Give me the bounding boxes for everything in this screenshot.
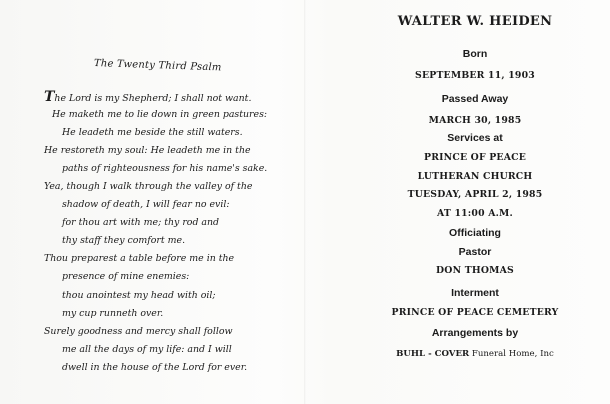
psalm-line-text: He maketh me to lie down in green pastures: — [52, 109, 268, 121]
psalm-line — [44, 142, 284, 160]
pastor-name: DON THOMAS — [436, 265, 514, 276]
psalm-line — [44, 196, 284, 214]
psalm-line — [44, 214, 284, 232]
deceased-name: WALTER W. HEIDEN — [397, 14, 553, 29]
psalm-line-text: He restoreth my soul: He leadeth me in the — [44, 145, 251, 157]
passed-away-label: Passed Away — [441, 93, 509, 105]
psalm-line-text: He leadeth me beside the still waters. — [62, 127, 243, 139]
psalm-line-text: he Lord is my Shepherd; I shall not want. — [54, 93, 252, 104]
psalm-text — [44, 88, 284, 377]
church-name-line1: PRINCE OF PEACE — [424, 152, 526, 163]
psalm-line-text: thy staff they comfort me. — [62, 235, 186, 247]
psalm-line — [44, 305, 284, 323]
born-label: Born — [462, 48, 488, 60]
psalm-line — [44, 287, 284, 305]
psalm-line — [44, 268, 284, 286]
funeral-home-name: BUHL - COVER — [396, 349, 470, 359]
psalm-line-text: Surely goodness and mercy shall follow — [44, 325, 233, 337]
psalm-line — [44, 124, 284, 142]
passed-away-date: MARCH 30, 1985 — [428, 115, 522, 126]
services-label: Services at — [447, 132, 503, 144]
psalm-line-text: paths of righteousness for his name's sake. — [62, 163, 268, 175]
psalm-line — [44, 250, 284, 268]
psalm-line — [44, 323, 284, 341]
psalm-line — [44, 341, 284, 359]
psalm-line — [44, 359, 284, 377]
officiating-label: Officiating — [449, 227, 501, 239]
interment-label: Interment — [451, 287, 499, 299]
psalm-line-text: shadow of death, I will fear no evil: — [62, 199, 230, 211]
psalm-line-text: my cup runneth over. — [62, 307, 164, 319]
psalm-line — [44, 178, 284, 196]
psalm-line-text: thou anointest my head with oil; — [62, 289, 216, 301]
psalm-line-text: for thou art with me; thy rod and — [62, 217, 220, 229]
born-date: SEPTEMBER 11, 1903 — [415, 70, 535, 81]
service-time: AT 11:00 A.M. — [437, 208, 513, 219]
psalm-line-text: dwell in the house of the Lord for ever. — [62, 361, 248, 373]
cemetery-name: PRINCE OF PEACE CEMETERY — [391, 307, 559, 318]
psalm-line — [44, 160, 284, 178]
funeral-home — [360, 349, 590, 359]
arrangements-label: Arrangements by — [431, 327, 519, 339]
psalm-line — [44, 106, 284, 124]
funeral-home-suffix: Funeral Home, Inc — [469, 349, 554, 359]
service-date: TUESDAY, APRIL 2, 1985 — [407, 189, 543, 200]
psalm-line-text: presence of mine enemies: — [62, 271, 190, 283]
psalm-line — [44, 232, 284, 250]
psalm-line — [44, 88, 284, 106]
psalm-line-text: me all the days of my life: and I will — [62, 343, 232, 355]
center-fold — [304, 0, 306, 404]
psalm-dropcap: T — [44, 89, 55, 105]
church-name-line2: LUTHERAN CHURCH — [417, 171, 533, 182]
psalm-title: The Twenty Third Psalm — [93, 58, 222, 74]
pastor-label: Pastor — [458, 246, 492, 258]
psalm-line-text: Thou preparest a table before me in the — [44, 253, 235, 265]
psalm-line-text: Yea, though I walk through the valley of the — [44, 181, 253, 193]
